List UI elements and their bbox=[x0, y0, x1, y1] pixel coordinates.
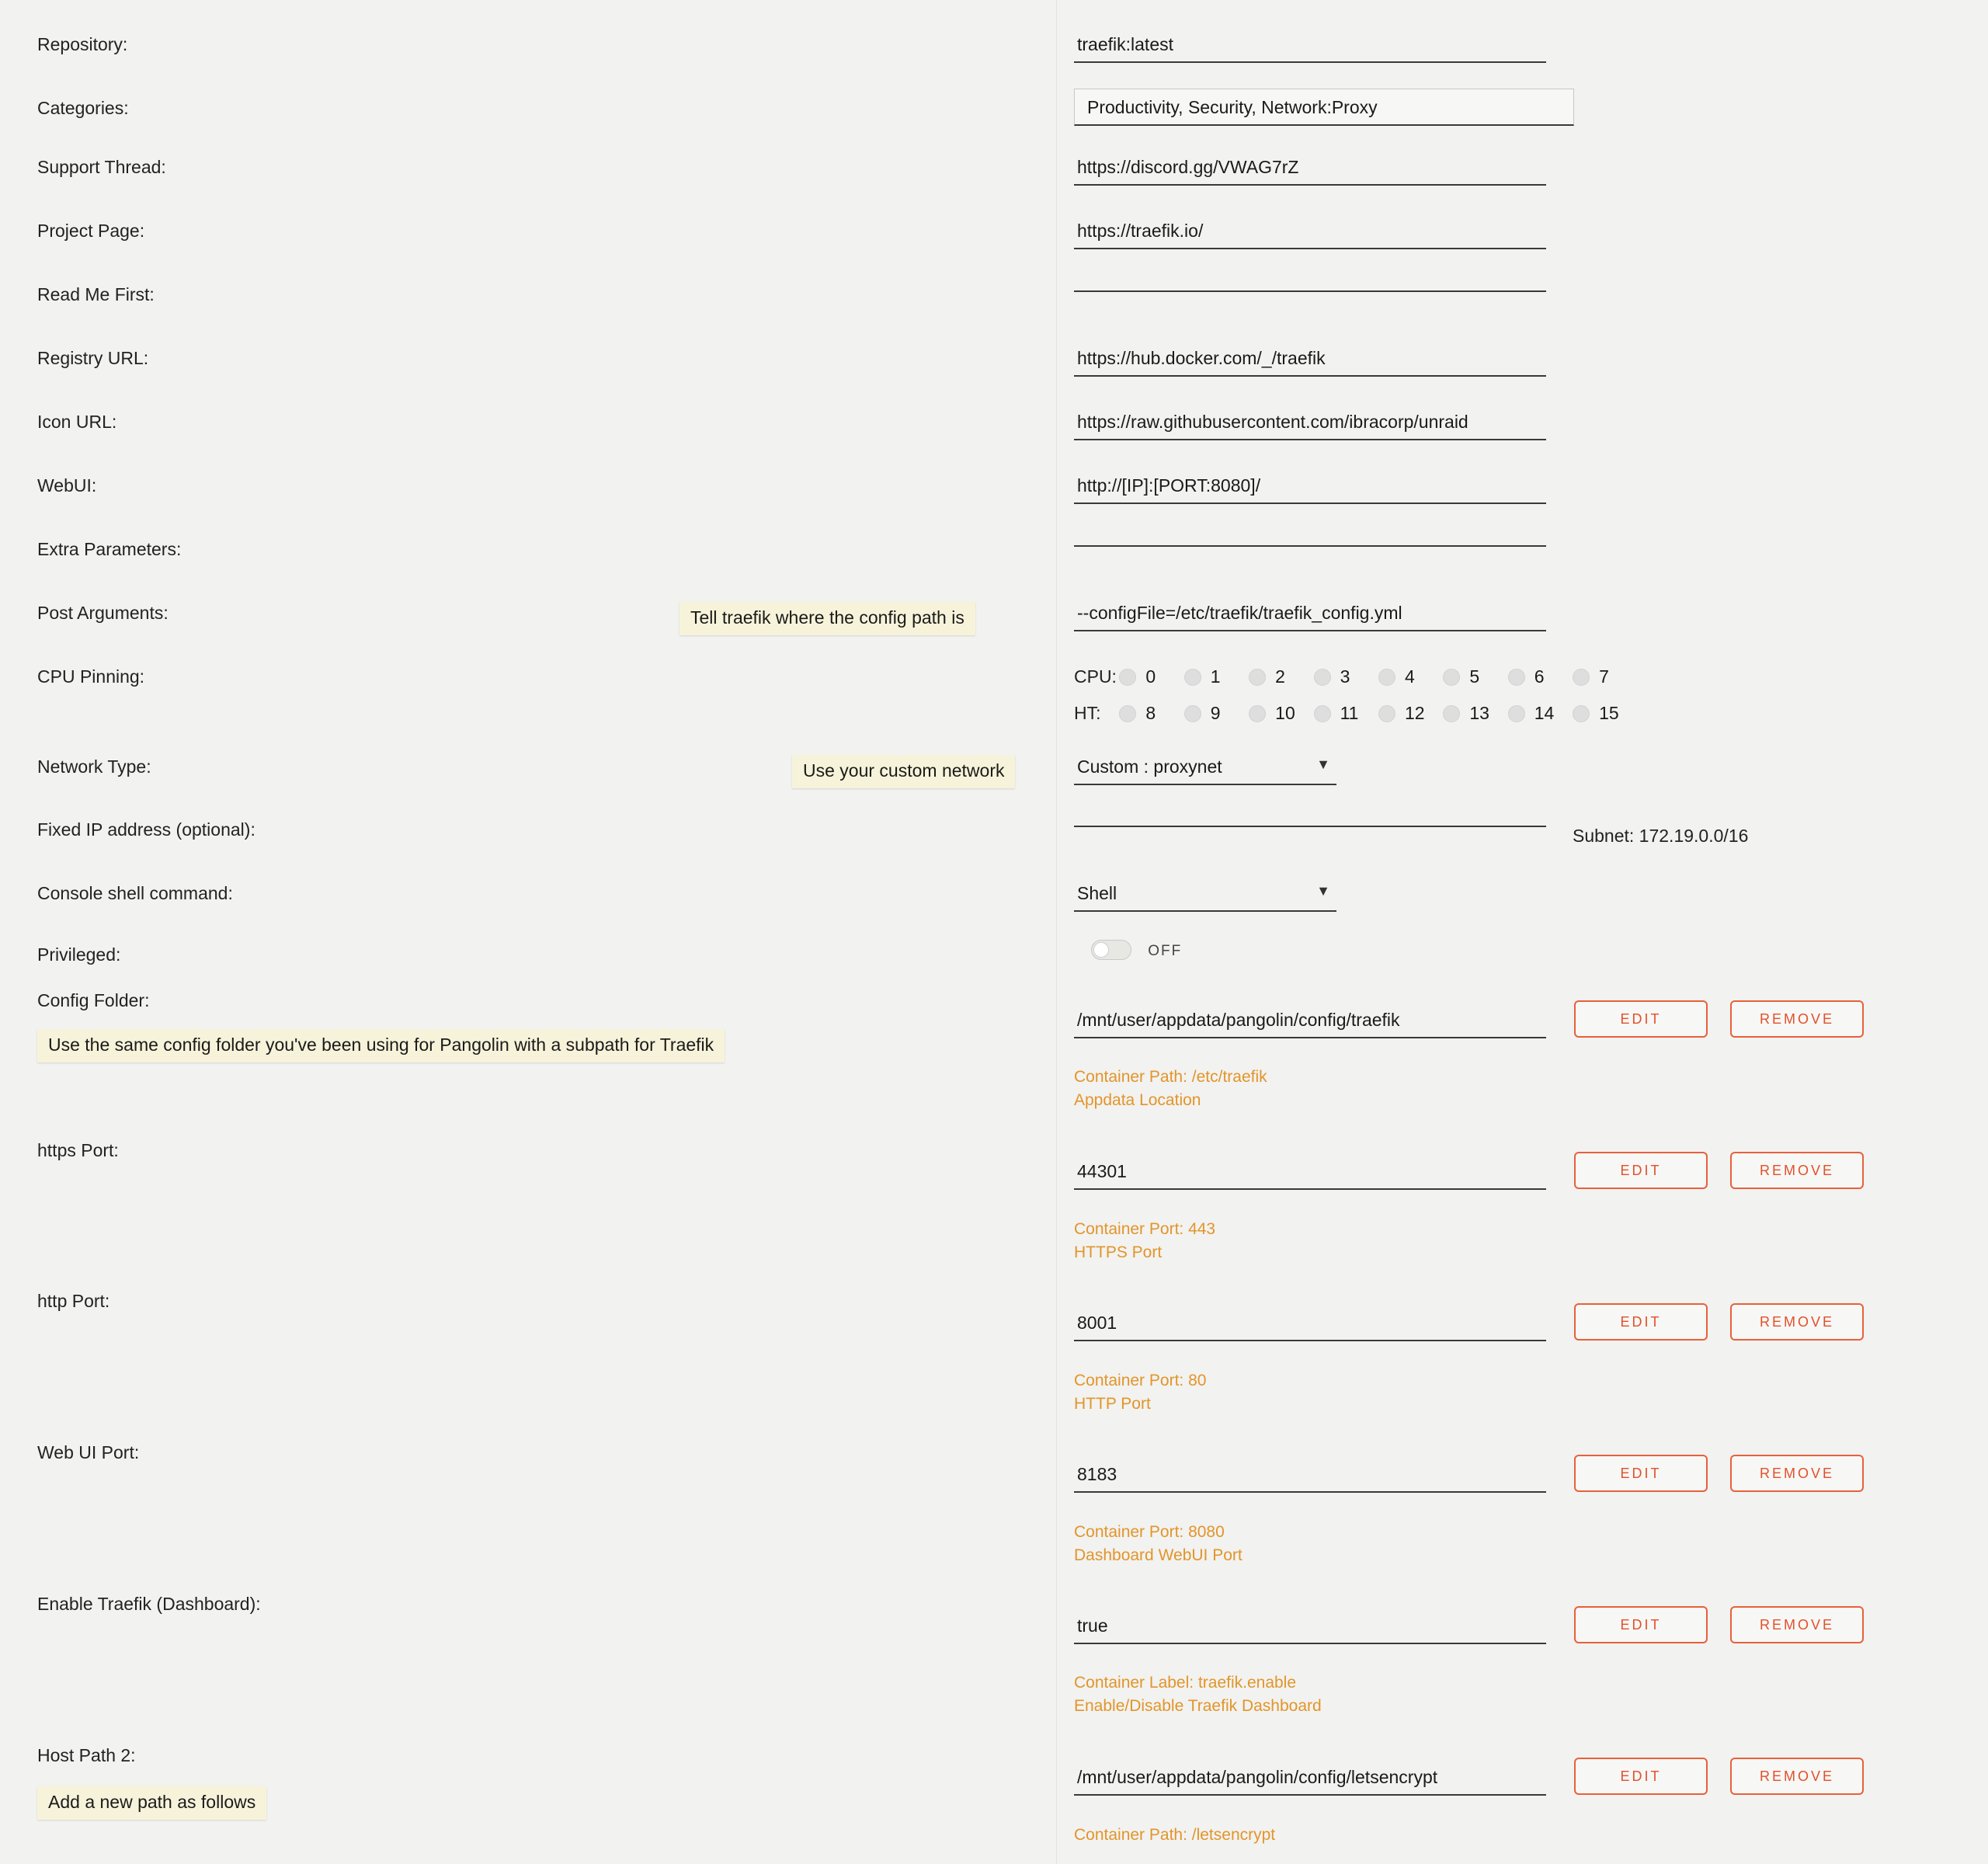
webui-input[interactable]: http://[IP]:[PORT:8080]/ bbox=[1074, 475, 1546, 504]
support-thread-input[interactable]: https://discord.gg/VWAG7rZ bbox=[1074, 157, 1546, 186]
cpu-core-0[interactable] bbox=[1119, 666, 1179, 687]
label-host-path-2: Host Path 2: bbox=[37, 1745, 136, 1765]
extra-parameters-input[interactable] bbox=[1074, 539, 1546, 547]
subnet-text: Subnet: 172.19.0.0/16 bbox=[1573, 826, 1749, 846]
ht-core-label: 13 bbox=[1469, 703, 1489, 723]
host-path-2-edit-button[interactable]: EDIT bbox=[1574, 1758, 1708, 1795]
http-port-helper bbox=[1074, 1369, 1206, 1417]
chevron-down-icon[interactable]: ▼ bbox=[1316, 883, 1330, 899]
icon-url-input[interactable]: https://raw.githubusercontent.com/ibracorp/unraid bbox=[1074, 412, 1546, 440]
host-path-2-helper bbox=[1074, 1824, 1275, 1847]
http-port-edit-button[interactable]: EDIT bbox=[1574, 1303, 1708, 1341]
label-icon-url: Icon URL: bbox=[37, 412, 117, 432]
radio-icon[interactable] bbox=[1508, 669, 1525, 686]
label-project-page: Project Page: bbox=[37, 221, 145, 241]
cpu-core-1[interactable] bbox=[1184, 666, 1244, 687]
cpu-core-3[interactable] bbox=[1314, 666, 1374, 687]
privileged-state-label: OFF bbox=[1148, 943, 1183, 959]
ht-core-label: 11 bbox=[1340, 703, 1359, 723]
network-type-select[interactable] bbox=[1074, 756, 1336, 785]
config-folder-helper-line1: Container Path: /etc/traefik bbox=[1074, 1068, 1267, 1086]
radio-icon[interactable] bbox=[1378, 705, 1395, 722]
cpu-core-label: 6 bbox=[1534, 666, 1545, 687]
ht-core-8[interactable] bbox=[1119, 703, 1179, 724]
privileged-toggle[interactable] bbox=[1091, 940, 1182, 960]
label-cpu-pinning: CPU Pinning: bbox=[37, 666, 145, 687]
cpu-core-2[interactable] bbox=[1249, 666, 1309, 687]
callout-post-arguments: Tell traefik where the config path is bbox=[679, 602, 975, 635]
enable-traefik-helper bbox=[1074, 1671, 1322, 1719]
https-port-edit-button[interactable]: EDIT bbox=[1574, 1152, 1708, 1189]
config-folder-helper bbox=[1074, 1066, 1267, 1113]
https-port-input[interactable]: 44301 bbox=[1074, 1161, 1546, 1190]
console-shell-select[interactable] bbox=[1074, 883, 1336, 912]
web-ui-port-remove-button[interactable]: REMOVE bbox=[1730, 1455, 1864, 1492]
enable-traefik-input[interactable]: true bbox=[1074, 1615, 1546, 1644]
column-divider bbox=[1056, 0, 1057, 1864]
cpu-core-label: 2 bbox=[1275, 666, 1285, 687]
cpu-core-label: 0 bbox=[1145, 666, 1156, 687]
radio-icon[interactable] bbox=[1573, 705, 1590, 722]
label-categories: Categories: bbox=[37, 98, 129, 118]
radio-icon[interactable] bbox=[1314, 669, 1331, 686]
radio-icon[interactable] bbox=[1443, 705, 1460, 722]
registry-url-input[interactable]: https://hub.docker.com/_/traefik bbox=[1074, 348, 1546, 377]
ht-core-14[interactable] bbox=[1508, 703, 1568, 724]
label-read-me-first: Read Me First: bbox=[37, 284, 155, 304]
ht-core-label: 10 bbox=[1275, 703, 1295, 723]
label-post-arguments: Post Arguments: bbox=[37, 603, 169, 623]
ht-core-9[interactable] bbox=[1184, 703, 1244, 724]
label-extra-parameters: Extra Parameters: bbox=[37, 539, 182, 559]
toggle-knob bbox=[1093, 942, 1109, 958]
radio-icon[interactable] bbox=[1314, 705, 1331, 722]
callout-host-path-2: Add a new path as follows bbox=[37, 1786, 266, 1820]
cpu-core-4[interactable] bbox=[1378, 666, 1438, 687]
cpu-core-label: 3 bbox=[1340, 666, 1350, 687]
web-ui-port-input[interactable]: 8183 bbox=[1074, 1464, 1546, 1493]
radio-icon[interactable] bbox=[1184, 669, 1201, 686]
chevron-down-icon[interactable]: ▼ bbox=[1316, 756, 1330, 772]
https-port-helper-line2: HTTPS Port bbox=[1074, 1243, 1163, 1262]
label-privileged: Privileged: bbox=[37, 944, 121, 965]
network-type-value: Custom : proxynet bbox=[1077, 756, 1222, 777]
host-path-2-remove-button[interactable]: REMOVE bbox=[1730, 1758, 1864, 1795]
cpu-core-label: 4 bbox=[1404, 666, 1415, 687]
radio-icon[interactable] bbox=[1573, 669, 1590, 686]
ht-core-13[interactable] bbox=[1443, 703, 1503, 724]
https-port-helper-line1: Container Port: 443 bbox=[1074, 1220, 1216, 1238]
cpu-core-label: 5 bbox=[1469, 666, 1480, 687]
radio-icon[interactable] bbox=[1249, 705, 1266, 722]
http-port-remove-button[interactable]: REMOVE bbox=[1730, 1303, 1864, 1341]
http-port-helper-line1: Container Port: 80 bbox=[1074, 1372, 1207, 1389]
ht-core-12[interactable] bbox=[1378, 703, 1438, 724]
read-me-first-input[interactable] bbox=[1074, 284, 1546, 292]
callout-config-folder: Use the same config folder you've been using for Pangolin with a subpath for Traefik bbox=[37, 1029, 725, 1062]
ht-core-15[interactable] bbox=[1573, 703, 1632, 724]
post-arguments-input[interactable]: --configFile=/etc/traefik/traefik_config.yml bbox=[1074, 603, 1546, 631]
cpu-pinning-ht-row[interactable] bbox=[1074, 703, 1632, 724]
enable-traefik-edit-button[interactable]: EDIT bbox=[1574, 1606, 1708, 1643]
ht-core-label: 15 bbox=[1599, 703, 1619, 723]
fixed-ip-input[interactable] bbox=[1074, 819, 1546, 827]
label-enable-traefik: Enable Traefik (Dashboard): bbox=[37, 1594, 261, 1614]
label-webui: WebUI: bbox=[37, 475, 97, 496]
console-shell-value: Shell bbox=[1077, 883, 1117, 903]
https-port-remove-button[interactable]: REMOVE bbox=[1730, 1152, 1864, 1189]
host-path-2-input[interactable]: /mnt/user/appdata/pangolin/config/letsencrypt bbox=[1074, 1767, 1546, 1796]
ht-core-10[interactable] bbox=[1249, 703, 1309, 724]
web-ui-port-helper-line2: Dashboard WebUI Port bbox=[1074, 1546, 1242, 1565]
config-folder-helper-line2: Appdata Location bbox=[1074, 1091, 1201, 1110]
ht-core-label: 9 bbox=[1210, 703, 1221, 723]
ht-core-label: 12 bbox=[1404, 703, 1425, 723]
label-console-shell: Console shell command: bbox=[37, 883, 233, 903]
label-repository: Repository: bbox=[37, 34, 128, 54]
web-ui-port-helper bbox=[1074, 1521, 1242, 1568]
host-path-2-helper-line1: Container Path: /letsencrypt bbox=[1074, 1826, 1276, 1844]
categories-input[interactable]: Productivity, Security, Network:Proxy bbox=[1074, 89, 1574, 126]
radio-icon[interactable] bbox=[1378, 669, 1395, 686]
cpu-core-6[interactable] bbox=[1508, 666, 1568, 687]
label-http-port: http Port: bbox=[37, 1291, 110, 1311]
ht-core-label: 14 bbox=[1534, 703, 1555, 723]
enable-traefik-remove-button[interactable]: REMOVE bbox=[1730, 1606, 1864, 1643]
label-support-thread: Support Thread: bbox=[37, 157, 166, 177]
ht-core-11[interactable] bbox=[1314, 703, 1374, 724]
web-ui-port-edit-button[interactable]: EDIT bbox=[1574, 1455, 1708, 1492]
radio-icon[interactable] bbox=[1119, 669, 1136, 686]
label-fixed-ip: Fixed IP address (optional): bbox=[37, 819, 255, 840]
cpu-row-label: CPU: bbox=[1074, 666, 1117, 687]
label-config-folder: Config Folder: bbox=[37, 990, 150, 1010]
config-folder-input[interactable]: /mnt/user/appdata/pangolin/config/traefik bbox=[1074, 1010, 1546, 1038]
toggle-switch-icon[interactable] bbox=[1091, 940, 1131, 960]
radio-icon[interactable] bbox=[1184, 705, 1201, 722]
web-ui-port-helper-line1: Container Port: 8080 bbox=[1074, 1523, 1225, 1541]
ht-row-label: HT: bbox=[1074, 703, 1101, 723]
http-port-helper-line2: HTTP Port bbox=[1074, 1395, 1151, 1414]
http-port-input[interactable]: 8001 bbox=[1074, 1313, 1546, 1341]
https-port-helper bbox=[1074, 1218, 1215, 1265]
label-network-type: Network Type: bbox=[37, 756, 151, 777]
cpu-core-5[interactable] bbox=[1443, 666, 1503, 687]
repository-input[interactable]: traefik:latest bbox=[1074, 34, 1546, 63]
callout-network-type: Use your custom network bbox=[792, 755, 1015, 788]
label-registry-url: Registry URL: bbox=[37, 348, 149, 368]
cpu-core-label: 1 bbox=[1210, 666, 1221, 687]
radio-icon[interactable] bbox=[1119, 705, 1136, 722]
project-page-input[interactable]: https://traefik.io/ bbox=[1074, 221, 1546, 249]
enable-traefik-helper-line2: Enable/Disable Traefik Dashboard bbox=[1074, 1697, 1322, 1716]
ht-core-label: 8 bbox=[1145, 703, 1156, 723]
radio-icon[interactable] bbox=[1508, 705, 1525, 722]
cpu-core-label: 7 bbox=[1599, 666, 1609, 687]
config-folder-edit-button[interactable]: EDIT bbox=[1574, 1000, 1708, 1038]
radio-icon[interactable] bbox=[1443, 669, 1460, 686]
radio-icon[interactable] bbox=[1249, 669, 1266, 686]
cpu-pinning-cpu-row[interactable] bbox=[1074, 666, 1632, 687]
config-folder-remove-button[interactable]: REMOVE bbox=[1730, 1000, 1864, 1038]
label-https-port: https Port: bbox=[37, 1140, 119, 1160]
cpu-core-7[interactable] bbox=[1573, 666, 1632, 687]
enable-traefik-helper-line1: Container Label: traefik.enable bbox=[1074, 1674, 1297, 1692]
label-web-ui-port: Web UI Port: bbox=[37, 1442, 140, 1462]
